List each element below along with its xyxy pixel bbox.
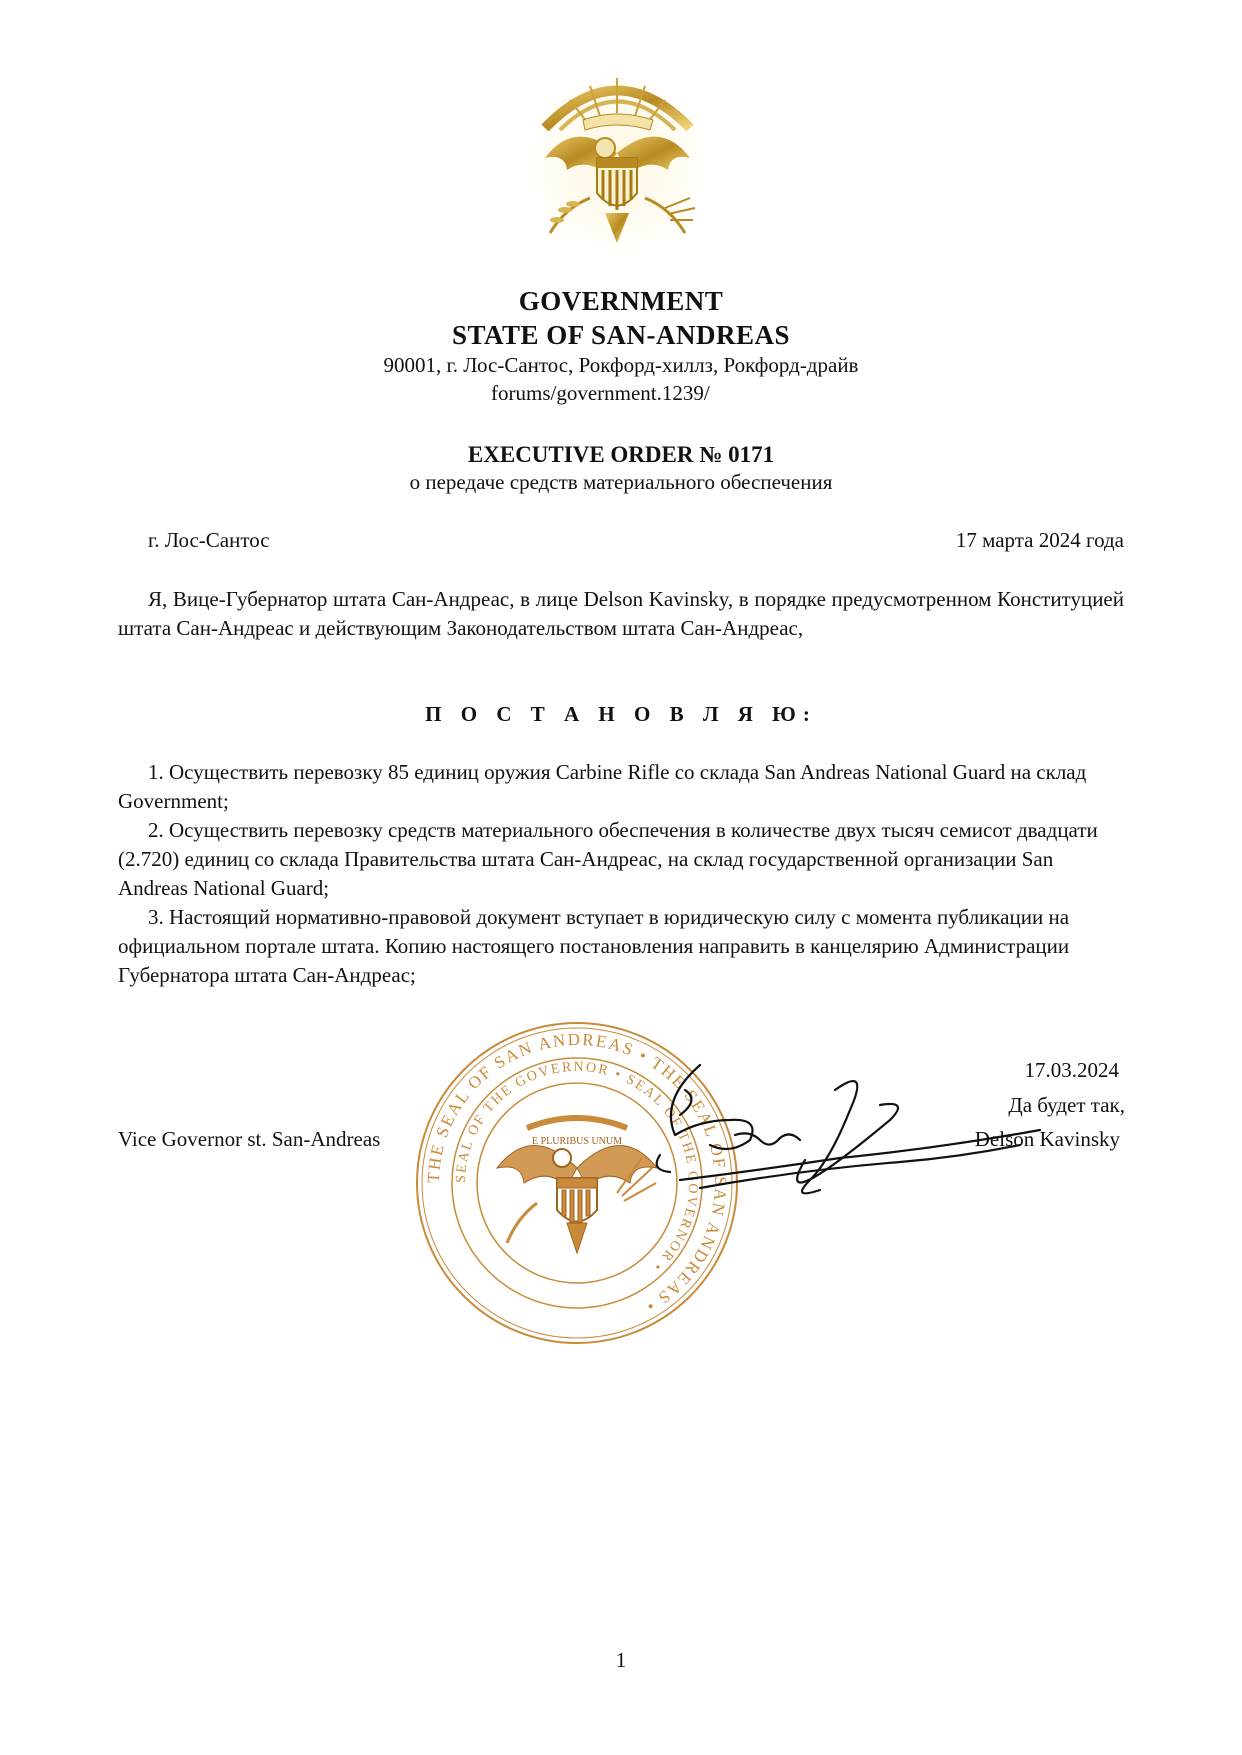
state-title: STATE OF SAN-ANDREAS xyxy=(451,320,791,350)
order-subtitle: о передаче средств материального обеспечения xyxy=(409,470,833,494)
decree-heading: П О С Т А Н О В Л Я Ю: xyxy=(425,702,817,726)
decree-items-list xyxy=(118,758,1124,990)
decree-item: 2. Осуществить перевозку средств материального обеспечения в количестве двух тысяч семисот двадцати (2.720) единиц со склада Правительства штата Сан-Андреас, на склад государственной организации San Andreas National Guard; xyxy=(118,818,1098,900)
seal-motto: E PLURIBUS UNUM xyxy=(531,1136,623,1147)
handwritten-signature xyxy=(640,1060,1060,1260)
decree-item: 3. Настоящий нормативно-правовой документ вступает в юридическую силу с момента публикации на официальном портале штата. Копию настоящего постановления направить в канцелярию Администрации Губернатора штата Сан-Андреас; xyxy=(118,905,1070,987)
presidential-eagle-emblem-icon xyxy=(505,58,730,273)
signer-name: Delson Kavinsky xyxy=(974,1127,1120,1151)
preamble-paragraph: Я, Вице-Губернатор штата Сан-Андреас, в лице Delson Kavinsky, в порядке предусмотренном Конституцией штата Сан-Андреас и действующим Законодательством штата Сан-Андреас, xyxy=(118,587,1124,640)
seal-inner-text: SEAL OF THE GOVERNOR • SEAL OF THE GOVERNOR • xyxy=(453,1059,701,1275)
order-title: EXECUTIVE ORDER № 0171 xyxy=(467,442,775,467)
forum-link: forums/government.1239/ xyxy=(491,381,710,405)
decree-item: 1. Осуществить перевозку 85 единиц оружия Carbine Rifle со склада San Andreas National Guard на склад Government; xyxy=(118,760,1087,813)
order-place: г. Лос-Сантос xyxy=(148,528,270,552)
order-date: 17 марта 2024 года xyxy=(955,528,1124,552)
signature-phrase: Да будет так, xyxy=(1008,1093,1125,1117)
signature-date: 17.03.2024 xyxy=(1024,1058,1119,1082)
seal-outer-text: THE SEAL OF SAN ANDREAS • THE SEAL OF SAN ANDREAS • xyxy=(423,1029,731,1317)
signer-position: Vice Governor st. San-Andreas xyxy=(118,1127,381,1151)
government-address: 90001, г. Лос-Сантос, Рокфорд-хиллз, Рокфорд-драйв xyxy=(383,353,859,377)
government-title: GOVERNMENT xyxy=(518,286,724,316)
page-number: 1 xyxy=(615,1648,627,1672)
